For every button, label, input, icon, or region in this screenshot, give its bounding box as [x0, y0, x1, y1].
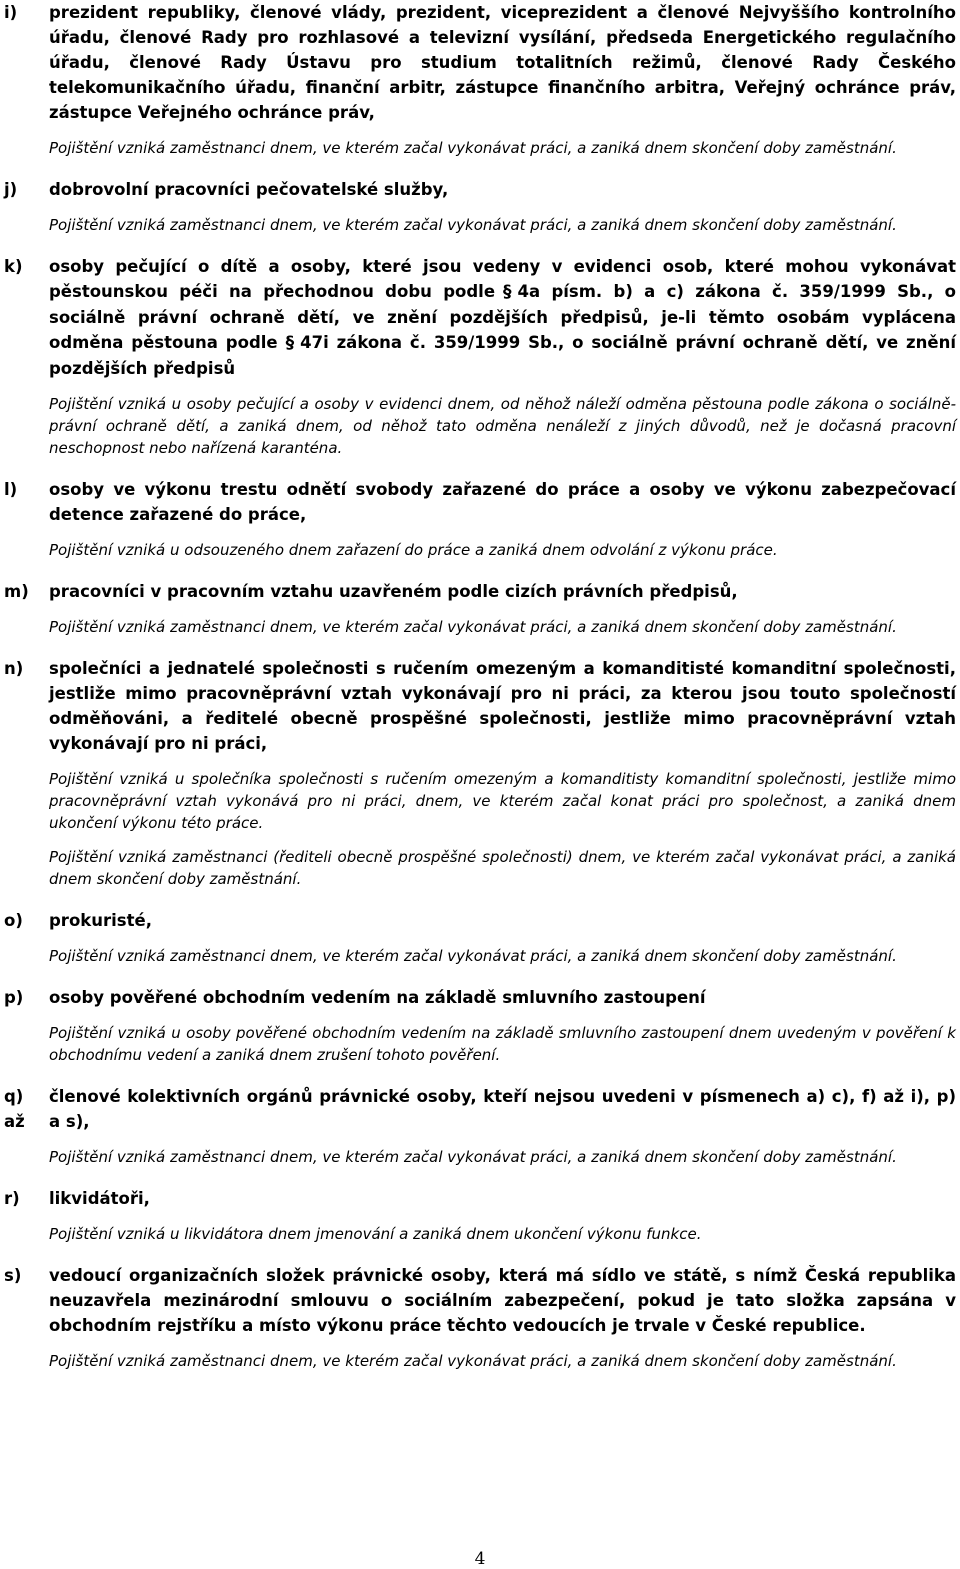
item-note: Pojištění vzniká u odsouzeného dnem zařazení do práce a zaniká dnem odvolání z výkonu práce. [49, 541, 778, 559]
list-item-o [0, 908, 960, 967]
item-marker: p) [4, 988, 24, 1007]
item-heading: dobrovolní pracovníci pečovatelské služby, [49, 180, 449, 199]
item-note: Pojištění vzniká zaměstnanci dnem, ve kterém začal vykonávat práci, a zaniká dnem skončení doby zaměstnání. [49, 216, 897, 234]
item-heading: prezident republiky, členové vlády, prezident, viceprezident a členové Nejvyššího kontrolního úřadu, členové Rady pro rozhlasové a televizní vysílání, předseda Energetického regulačního úřadu, členové Rady Ústavu pro studium totalitních režimů, členové Rady Českého telekomunikačního úřadu, finanční arbitr, zástupce finančního arbitra, Veřejný ochránce práv, zástupce Veřejného ochránce práv, [49, 3, 956, 122]
item-marker: s) [4, 1266, 22, 1285]
item-heading: vedoucí organizačních složek právnické osoby, která má sídlo ve státě, s nímž Česká republika neuzavřela mezinárodní smlouvu o sociálním zabezpečení, pokud je tato složka zapsána v obchodním rejstříku a místo výkonu práce těchto vedoucích je trvale v České republice. [49, 1266, 956, 1335]
item-heading: prokuristé, [49, 911, 152, 930]
paragraph-sign: § [285, 333, 295, 353]
item-marker: q) až [4, 1087, 25, 1131]
item-heading: osoby pověřené obchodním vedením na základě smluvního zastoupení [49, 988, 706, 1007]
item-heading: pracovníci v pracovním vztahu uzavřeném podle cizích právních předpisů, [49, 582, 738, 601]
item-heading: osoby ve výkonu trestu odnětí svobody zařazené do práce a osoby ve výkonu zabezpečovací detence zařazené do práce, [49, 480, 956, 524]
item-marker: o) [4, 911, 23, 930]
list-item-i [0, 0, 960, 159]
heading-text: 47i zákona č. 359/1999 Sb., o sociálně právní ochraně dětí, ve znění pozdějších předpisů [49, 333, 956, 378]
list-item-m [0, 579, 960, 638]
item-marker: n) [4, 659, 24, 678]
list-item-s [0, 1263, 960, 1372]
item-heading: členové kolektivních orgánů právnické osoby, kteří nejsou uvedeni v písmenech a) c), f) až i), p) a s), [49, 1087, 956, 1131]
item-note: Pojištění vzniká u osoby pověřené obchodním vedením na základě smluvního zastoupení dnem uvedeným v pověření k obchodnímu vedení a zaniká dnem zrušení tohoto pověření. [49, 1024, 956, 1064]
list-item-n [0, 656, 960, 890]
item-marker: j) [4, 180, 18, 199]
list-item-j [0, 177, 960, 236]
item-heading: likvidátoři, [49, 1189, 150, 1208]
heading-text: osoby pečující o dítě a osoby, které jsou vedeny v evidenci osob, které mohou vykonávat pěstounskou péči na přechodnou dobu podle [49, 257, 956, 301]
item-note: Pojištění vzniká zaměstnanci dnem, ve kterém začal vykonávat práci, a zaniká dnem skončení doby zaměstnání. [49, 618, 897, 636]
item-marker: i) [4, 3, 18, 22]
item-note: Pojištění vzniká zaměstnanci (řediteli obecně prospěšné společnosti) dnem, ve kterém začal vykonávat práci, a zaniká dnem skončení doby zaměstnání. [49, 848, 956, 888]
item-heading: společníci a jednatelé společnosti s ručením omezeným a komanditisté komanditní společnosti, jestliže mimo pracovněprávní vztah vykonávají pro ni práci, za kterou jsou touto společností odměňováni, a ředitelé obecně prospěšné společnosti, jestliže mimo pracovněprávní vztah vykonávají pro ni práci, [49, 659, 956, 753]
item-note: Pojištění vzniká u společníka společnosti s ručením omezeným a komanditisty komanditní společnosti, jestliže mimo pracovněprávní vztah vykonává pro ni práci, dnem, ve kterém začal konat práci pro společnost, a zaniká dnem ukončení výkonu této práce. [49, 770, 956, 832]
list-item-k [0, 254, 960, 459]
item-heading [49, 254, 956, 381]
list-item-l [0, 477, 960, 561]
heading-text: 4a písm. b) a c) zákona č. 359/1999 Sb., o sociálně právní ochraně dětí, ve znění pozdějších předpisů, je-li těmto osobám vyplácena odměna pěstouna podle [49, 282, 956, 352]
item-note: Pojištění vzniká zaměstnanci dnem, ve kterém začal vykonávat práci, a zaniká dnem skončení doby zaměstnání. [49, 1148, 897, 1166]
item-note: Pojištění vzniká zaměstnanci dnem, ve kterém začal vykonávat práci, a zaniká dnem skončení doby zaměstnání. [49, 947, 897, 965]
item-marker: m) [4, 582, 29, 601]
page-number: 4 [474, 1549, 486, 1569]
item-note: Pojištění vzniká zaměstnanci dnem, ve kterém začal vykonávat práci, a zaniká dnem skončení doby zaměstnání. [49, 139, 897, 157]
item-note: Pojištění vzniká u osoby pečující a osoby v evidenci dnem, od něhož náleží odměna pěstouna podle zákona o sociálně-právní ochraně dětí, a zaniká dnem, od něhož tato odměna nenáleží z jiných důvodů, než je dočasná pracovní neschopnost nebo nařízená karanténa. [49, 395, 956, 457]
item-marker: k) [4, 257, 23, 276]
item-note: Pojištění vzniká u likvidátora dnem jmenování a zaniká dnem ukončení výkonu funkce. [49, 1225, 702, 1243]
list-item-q [0, 1084, 960, 1168]
item-marker: l) [4, 480, 18, 499]
item-note: Pojištění vzniká zaměstnanci dnem, ve kterém začal vykonávat práci, a zaniká dnem skončení doby zaměstnání. [49, 1352, 897, 1370]
list-item-r [0, 1186, 960, 1245]
item-marker: r) [4, 1189, 20, 1208]
paragraph-sign: § [503, 282, 512, 302]
list-item-p [0, 985, 960, 1066]
